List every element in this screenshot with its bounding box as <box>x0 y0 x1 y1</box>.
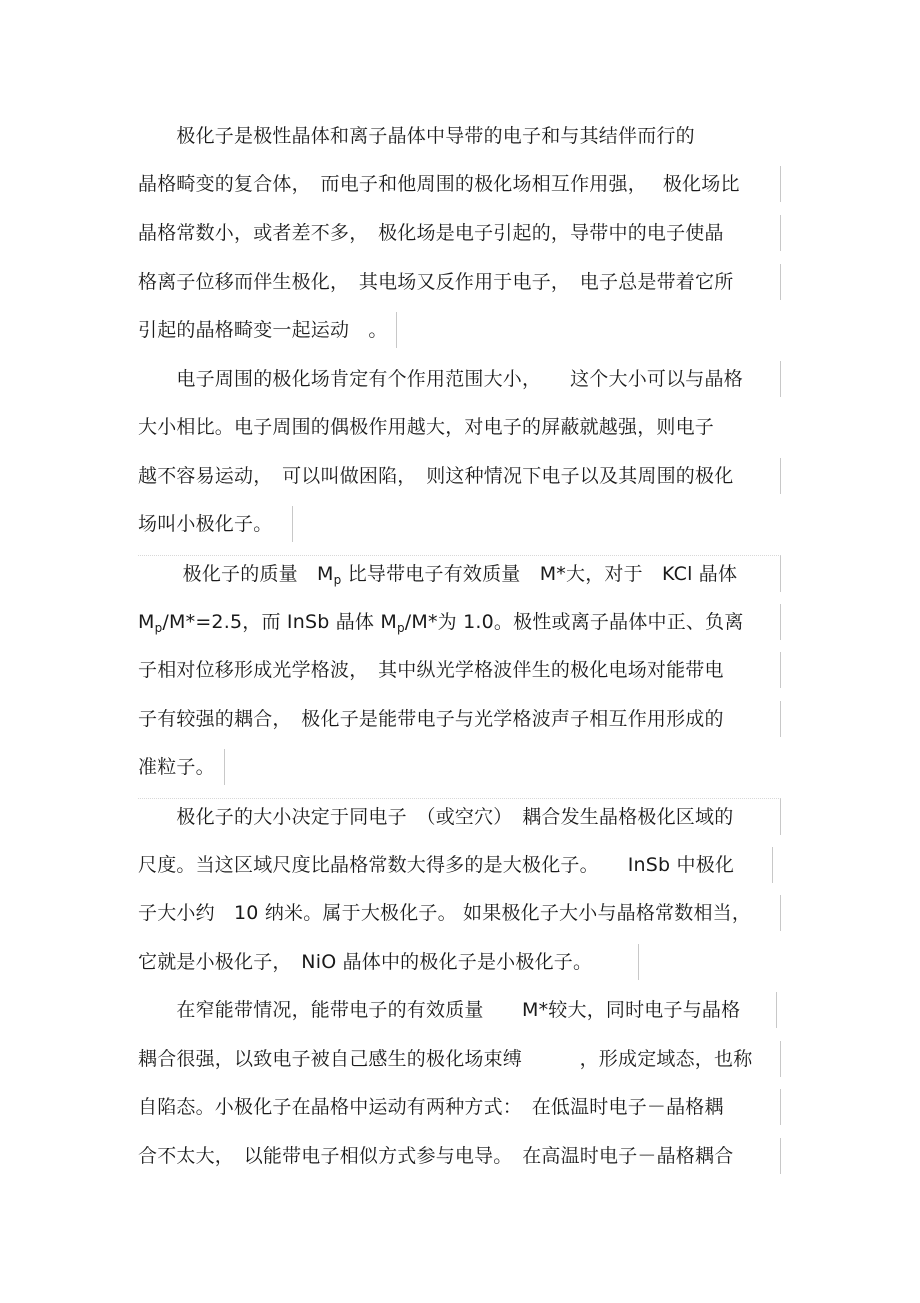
paragraph-4-line-3: 子大小约 10 纳米。属于大极化子。 如果极化子大小与晶格常数相当， <box>138 895 781 931</box>
paragraph-5-line-1: 在窄能带情况，能带电子的有效质量 M*较大，同时电子与晶格 <box>138 992 777 1028</box>
paragraph-1-line-2: 晶格畸变的复合体， 而电子和他周围的极化场相互作用强， 极化场比 <box>138 166 781 202</box>
paragraph-4-line-2: 尺度。当这区域尺度比晶格常数大得多的是大极化子。 InSb 中极化 <box>138 847 773 883</box>
paragraph-3-line-1: 极化子的质量 $M_p$ 比导带电子有效质量 M*大，对于 KCl 晶体 <box>138 555 781 592</box>
paragraph-1-line-3: 晶格常数小，或者差不多， 极化场是电子引起的，导带中的电子使晶 <box>138 215 781 251</box>
paragraph-3-line-2: $M_p/M*=2.5$，而 InSb 晶体 $M_p/M*$为 1.0。极性或离子晶体中正、负离 <box>138 604 781 640</box>
paragraph-5-line-3: 自陷态。小极化子在晶格中运动有两种方式： 在低温时电子－晶格耦 <box>138 1089 781 1125</box>
paragraph-5-line-4: 合不太大， 以能带电子相似方式参与电导。 在高温时电子－晶格耦合 <box>138 1138 781 1174</box>
paragraph-3-line-3: 子相对位移形成光学格波， 其中纵光学格波伴生的极化电场对能带电 <box>138 652 781 688</box>
paragraph-2-line-3: 越不容易运动， 可以叫做困陷， 则这种情况下电子以及其周围的极化 <box>138 458 781 494</box>
paragraph-2-line-1: 电子周围的极化场肯定有个作用范围大小， 这个大小可以与晶格 <box>138 361 781 397</box>
paragraph-5-line-2: 耦合很强，以致电子被自己感生的极化场束缚 ，形成定域态，也称 <box>138 1041 781 1077</box>
paragraph-3-line-5: 准粒子。 <box>138 749 225 785</box>
paragraph-4-line-1: 极化子的大小决定于同电子 （或空穴） 耦合发生晶格极化区域的 <box>138 798 781 835</box>
paragraph-3-line-4: 子有较强的耦合， 极化子是能带电子与光学格波声子相互作用形成的 <box>138 701 781 737</box>
paragraph-1-line-5: 引起的晶格畸变一起运动 。 <box>138 312 397 348</box>
paragraph-4-line-4: 它就是小极化子， NiO 晶体中的极化子是小极化子。 <box>138 944 639 980</box>
paragraph-2-line-2: 大小相比。电子周围的偶极作用越大，对电子的屏蔽就越强，则电子 <box>138 416 715 438</box>
paragraph-1-line-4: 格离子位移而伴生极化， 其电场又反作用于电子， 电子总是带着它所 <box>138 264 781 300</box>
paragraph-1-line-1: 极化子是极性晶体和离子晶体中导带的电子和与其结伴而行的 <box>138 125 695 147</box>
paragraph-2-line-4: 场叫小极化子。 <box>138 506 293 542</box>
